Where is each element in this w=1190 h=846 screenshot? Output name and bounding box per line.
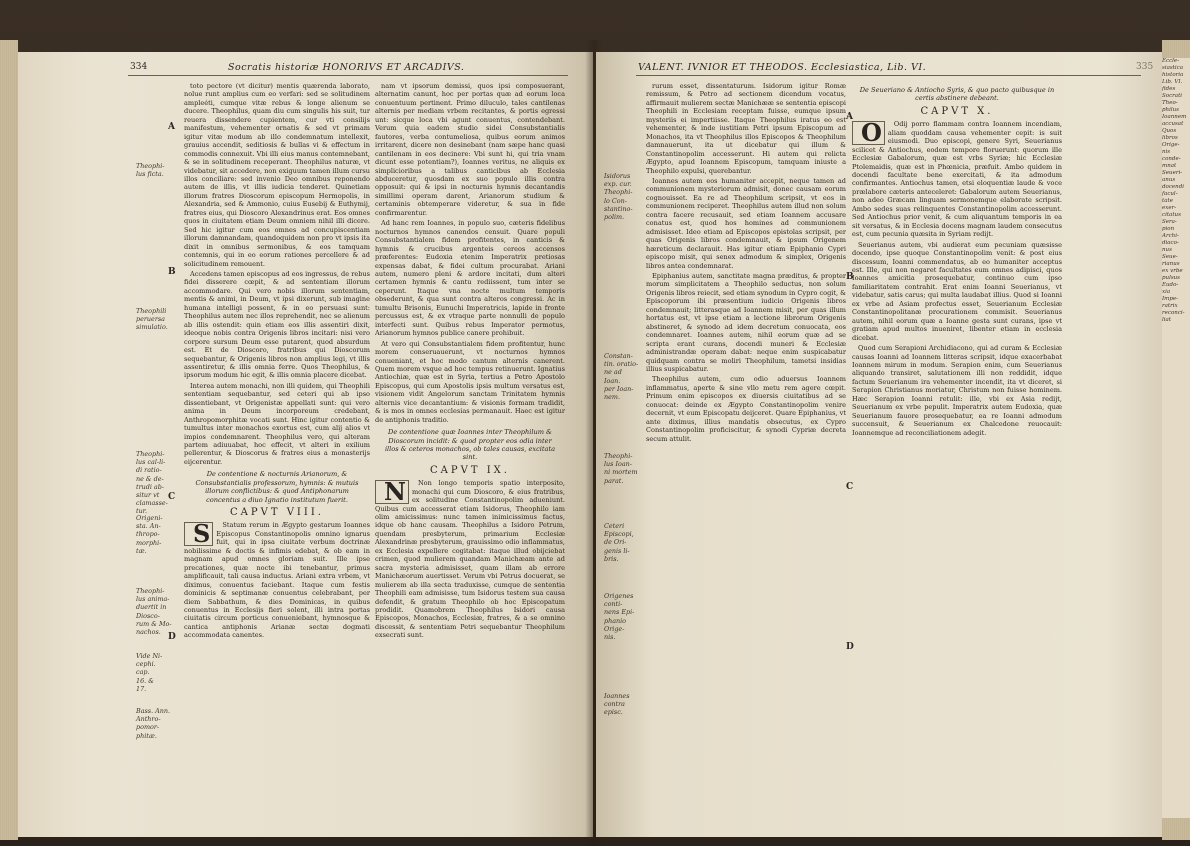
section-letter: B bbox=[846, 272, 854, 282]
margin-note: Isidorus exp. cur. Theophi- lo Con- stantino- polim. bbox=[604, 172, 633, 222]
header-rule-left bbox=[128, 75, 568, 76]
margin-note: Vide Ni- cephi. cap. 16. & 17. bbox=[136, 652, 163, 693]
right-column-2 bbox=[852, 82, 1062, 832]
paragraph: Seuerianus autem, vbi audierat eum pecuniam quæsisse docendo, ipse quoque Constantinopolim venit: & post eius discessum, Ioanni commendatus, ab eo humaniter acceptus est. Ille, qui non negaret facultates eum omnes adipisci, quos Ioannes amicitia prosequebatur, continuo cum ipso familiaritatem contrahit. Erat enim Ioanni Seuerianus, vt videbatur, satis carus; qui multa laudabat illius. Quod si Ioanni ex vrbe ad Asiam profectus esset, Seuerianum Ecclesiæ Constantinopolitanæ procurationem commisit. Seuerianus autem, nihil eorum quæ a Ioanne gesta sunt curans, ipse vt gratiam apud multos inueniret, libenter etiam in ecclesia dicebat. bbox=[852, 240, 1062, 342]
paragraph: At vero qui Consubstantialem fidem profitentur, hunc morem conseruauerunt, vt nocturnos hymnos conueniant, et hoc modo cantum alternis canerent. Quem morem vsque ad hoc tempus retinuerunt. Ignatius Antiochiæ, quæ est in Syria, tertius a Petro Apostolo Episcopus, qui cum Apostolis ipsis multum versatus est, visionem vidit Angelorum sanctam Trinitatem hymnis alternis vice decantantium: & visionis formam tradidit, & is mos in omnes ecclesias permanauit. Haec est igitur de antiphonis traditio. bbox=[375, 339, 565, 424]
chapter9-title: CAPVT IX. bbox=[430, 464, 510, 476]
margin-notes-right bbox=[604, 82, 640, 822]
running-head-right: VALENT. IVNIOR ET THEODOS. Ecclesiastica, Lib. VI. bbox=[638, 62, 927, 73]
section-letter: D bbox=[846, 642, 854, 652]
next-page-edge-text: Eccle- siastica historia Lib. VI. fides Socrati Theo- philus Ioannem accusat Quos libros Orige- nis conde- mnat Seueri- anus docendi facul- tate exer- citatus Sera- pion Archi- diaco- nus Seue- rianus ex vrbe pulsus Eudo- xia Impe- ratrix reconci- liat bbox=[1162, 58, 1190, 818]
section-letter: A bbox=[846, 112, 853, 122]
left-column-2 bbox=[375, 82, 565, 832]
section-letter: C bbox=[846, 482, 854, 492]
margin-note: Theophili peruersa simulatio. bbox=[136, 307, 168, 332]
chapter9-text: N Non longo temporis spatio interposito, monachi qui cum Dioscoro, & eius fratribus, ex solitudine Constantinopolim adueniunt. Quibus cum accesserat etiam Isidorus, Theophilo iam olim amicissimus: nunc tamen inimicissimus factus, idque ob hanc causam. Theophilus a Isidoro Petrum, quendam presbyterum, primarium Ecclesiæ Alexandrinæ presbyterum, grauissimo odio inflammatus, ex Ecclesia expellere cogitabat: itaque illud obijciebat crimen, quod mulierem quandam Manichæam ante ad sacra mysteria admisisset, quam illam ab errore Manichæorum auertisset. Verum vbi Petrus docuerat, se mulierem ab illa secta traduxisse, cumque de sententia Theophili eam admisisse, tum Isidorus testem sua causa defendit, & gratum Theophilo ob hoc Episcopatum prodidit. Quamobrem Theophilus Isidori causa Episcopos, Monachos, Ecclesiæ, fratres, & a se omnino discessit, & sententiam Petri sequebantur Theophilum exsecrati sunt. bbox=[375, 477, 565, 640]
margin-note: Theophi- lus cal-li- di ratio- ne & de- trudi ab- situr vt clamasse- tur. bbox=[136, 450, 168, 516]
margin-note: Origeni- sta. An- thropo- morphi- tæ. bbox=[136, 514, 163, 555]
paragraph: nam vt ipsorum demissi, quos ipsi composuerant, alternatim canunt, hoc per portas quæ ad eorum loca conuentuum pertinent. Primo diluculo, tales cantilenas alternis per mediam vrbem recitantes, & portis egressi unt: sicque loca vbi agunt conuentus, contendebant. Verum quia eadem studio sidei Consubstantialis fautores, verba contumeliosa, quibus eorum animos irritarent, dicere non desinebant (nam sæpe hanc quasi cantilenam in eos decinere: Vbi sunt hi, qui tria vnam dicunt esse potentiam?), Ioannes veritus, ne aliquis ex simplicioribus a talibus canticibus ab Ecclesia abduceretur, quosdam ex suo populo illis contra opposuit: qui & ipsi in nocturnis hymnis decantandis simillimi operam darent, Arianorum studium & certaminis obtemperare videretur, & sua in fide confirmarentur. bbox=[375, 82, 565, 217]
right-column-1 bbox=[646, 82, 846, 832]
paragraph: Ioannes autem eos humaniter accepit, neque tamen ad communionem mysteriorum admisit, donec causam eorum cognouisset. Ea re ad Theophilum scripsit, vt eos in communionem reciperet. Theophilus autem illud non solum contra facere recusauit, sed etiam Ioannem accusare conatus est, quod hos homines ad communionem admisisset. Ideo etiam ad Episcopos epistolas scripsit, per quas Origenis libros condemnauit, & ipsum Origenem hæreticum declarauit. Has igitur etiam Epiphanio Cypri episcopo misit, qui senex admodum & simplex, Origenis libros antea condemnarat. bbox=[646, 176, 846, 270]
paragraph: Accedens tamen episcopus ad eos ingressus, de rebus fidei disserere cœpit, & ad sententiam illorum accommodare. Qui vero nobis illorum sententiam, mentis & animi, in Deum, vt ipsi dixerunt, sub imagine humana intelligi possent, & in eo persuasi sunt: Theophilus autem nec illos reprehendit, nec se alienum ab illis ostendit: quin etiam eos illis assentiri dixit, ideoque nobis contra Origenis libros incitari: nisi vero corpore sursum Deum esse putarent, quod absurdum est. Et de Dioscoro, fratribus qui Dioscorum sequebantur, & Origenis libros non amplius legi, vt illis assentiretur, & illis omnia ferre. Quos Theophilus, & ipsorum modum hic egit, & illis omnia placere dicebat. bbox=[184, 269, 370, 380]
paragraph: Epiphanius autem, sanctitate magna præditus, & propter morum simplicitatem a Theophilo seductus, non solum Origenis libros reiecit, sed etiam synodum in Cypro cogit, & Episcoporum ibi præsentium iudicio Origenis libros condemnauit; litterasque ad Ioannem misit, per quas illum hortatus est, vt ipse etiam a lectione librorum Origenis abstineret, & synodo ad idem decretum conuocata, eos condemnaret. Ioannes autem, nihil eorum quæ ad se scripta erant curans, docendi muneri & Ecclesiæ administrandæ operam dabat: neque enim suspicabatur quidquam contra se moliri Theophilum, tametsi insidias illius suspicabatur. bbox=[646, 271, 846, 373]
margin-notes-right-outer bbox=[1068, 82, 1114, 822]
page-number-right: 335 bbox=[1136, 62, 1154, 72]
chapter10-summary: De Seueriano & Antiocho Syris, & quo pacto quibusque in certis abstinere debeant. bbox=[859, 86, 1055, 103]
section-letter: B bbox=[168, 267, 176, 277]
chapter8-title: CAPVT VIII. bbox=[230, 507, 324, 519]
left-col2-paragraphs bbox=[375, 82, 565, 424]
right-page bbox=[596, 52, 1162, 837]
chapter10-title: CAPVT X. bbox=[920, 105, 994, 117]
margin-note: Theophi- lus anima- duertit in Diosco- rum & Mo- nachos. bbox=[136, 587, 172, 637]
drop-cap-o: O bbox=[852, 121, 885, 145]
section-letter: A bbox=[168, 122, 175, 132]
right-col1-paragraphs bbox=[646, 82, 846, 443]
page-number-left: 334 bbox=[130, 62, 148, 72]
paragraph: Interea autem monachi, non illi quidem, qui Theophili sententiam sequebantur, sed ceteri qui ab ipso dissentiebant, vt Origenistæ appellati sunt: qui vero anima in Deum incorporeum credebant, Anthropomorphitæ vocati sunt. Hinc igitur contentio & tumultus inter monachos exortus est, cum alij alios vt impios condemnarent. Theophilus vero, qui alteram partem adiuuabat, hoc effecit, vt alteri in exilium pellerentur, & Dioscorus & fratres eius a monasterijs eijcerentur. bbox=[184, 381, 370, 466]
left-page bbox=[18, 52, 593, 837]
paragraph: toto pectore (vt dicitur) mentis quærenda laborato, nolue runt amplius cum eo verfari: sed se solitudinem ampleéti, cumque vitæ rebus & longe alienum se ducere. Theophilus, quam diu cum singulis his suit, tur reuera dissendere cupientem, cur vti consilijs manifestum, vehementer ornatis & sed vt primam igitur vitæ modum ab illo condemnatum intellexit, grauius accendit, seditiosis & bullas vi & effectum in commodis connexuit. Vbi illi eius manus contemnebant, & se in solitudinem receperant. Theophilus naturæ, vt videbatur, sit accedere, non exiguum tamen illum cursu illos conciliare: sed invenio Deo omnibus reponendo autem de illis, vt illis iudicia tenderet. Quinetiam illorum fratres Dioscorum episcopum Hermopolis, in Alexandria, sed & Ammonio, cuius Eusebij & Euthymij, fratres eius, qui Dioscoro Alexandrinus erat. Eos omnes quos in ciuitatem etiam Deum omniem nihil illi dicere. Sed hic igitur cum eos omnes ad concupiscentiam illorum damnandam, quandoquidem non pro vt ipsis ita dixit in omnibus sermonibus, & eos tamquam contemnis, qui in eo eorum rationes percellere & ad solicitudinem remouent. bbox=[184, 82, 370, 268]
margin-note: Theophi- lus Ioan- ni mortem parat. bbox=[604, 452, 638, 485]
margin-notes-left bbox=[136, 82, 178, 822]
chapter10-text: O Odij porro flammam contra Ioannem incendiam, aliam quoddam causa vehementer cepit: is suit eiusmodi. Duo episcopi, genere Syri, Seuerianus scilicet & Antiochus, eodem tempore floruerunt: quorum ille Ecclesiæ Gabalorum, quæ est vrbs Syriæ; hic Ecclesiæ Ptolemaidis, quæ est in Phœnicia, præfuit. Ambo quidem in docendi facultate bene exercitati, & ita admodum confirmantes. Antiochus tamen, etsi eloquentiæ laude & voce prælabore cæteris anteceleret: Gabalorum autem Seuerianus, non adeo Græcam linguam sermonemque elaborate scripsit. Ambo sedes suas relinquentes Constantinopolim accesserunt. Sed Antiochus prior venit, & cum aliquantum temporis in ea sit versatus, & in Ecclesia docens magnam laudem consecutus est, cum pecunia quæsita in Syriam redijt. bbox=[852, 118, 1062, 239]
margin-note: Constan- tin. oratio- ne ad Ioan. per Ioan- nem. bbox=[604, 352, 639, 402]
running-head-left: Socratis historiæ HONORIVS ET ARCADIVS. bbox=[228, 62, 465, 73]
chapter8-summary: De contentione & nocturnis Arianorum, & Consubstantialis professorum, hymnis: & mutuis illorum conflictibus: & quod Antiphonarum concentus a diuo Ignatio institutum fuerit. bbox=[195, 470, 359, 504]
header-rule-right bbox=[636, 75, 1141, 76]
left-column-1 bbox=[184, 82, 370, 832]
paragraph: Theophilus autem, cum odio aduersus Ioannem inflammatus, aperte & sine vllo metu rem agere cœpit. Primum enim episcopos ex diuersis ciuitatibus ad se conuocat: deinde ex Ægypto Constantinopolim venire decernit, vt eum Episcopatu deijceret. Quare Epiphanius, vt ante diximus, illius mandatis obsecutus, ex Cypro Constantinopolim proficiscitur, & synodi Cypriæ decreta secum attulit. bbox=[646, 375, 846, 443]
paragraph: rurum esset, dissentaturum. Isidorum igitur Romæ remissum, & Petro ad sectionem dicendum vocatus, affirmauit mulierem sectæ Manichææ se sententia episcopi Theophili in Ecclesiam receptam fuisse, eumque ipsum mysteriis ei impertiisse. Itaque Theophilus iratus eo est vehementer, & inde iustitiam Petri ipsum Episcopum ad Monachos, ita vt Theophilus illos Episcopos & Theophilum damnauerunt, ita ut dicebatur qui illum & Constantinopolim accesserunt. Hi autem qui relicta Ægypto, apud Ioannem Episcopum, tamquam iniuste a Theophilo expulsi, querebantur. bbox=[646, 82, 846, 175]
section-letter: D bbox=[168, 632, 176, 642]
margin-note: Origenes conti- nens Epi- phanio Orige- nis. bbox=[604, 592, 635, 642]
paragraph: Ad hanc rem Ioannes, in populo suo, cæteris fidelibus nocturnos hymnos canendos censuit. Quare populi Consubstantialem fidem profitentes, in canticis & hymnis & crucibus argenteis cereos accensos præferentes: Eudoxia etenim Imperatrix pretiosas expensas dabat, & fidei cultum procurabat. Ariani autem, numero pleni & ardore incitati, dum alteri certamen hymnis & cantu rediissent, tum inter se ceperunt. Itaque vna nocte multum temporis obsederunt, & qua sunt contra alteros congressi. Ac in tumultu Brisonis, Eunuchi Imperatricis, lapide in fronte percussus est, & ex vtraque parte nonnulli de populo interfecti sunt. Quibus rebus Imperator permotus, Arianorum hymnos publice canere prohibuit. bbox=[375, 219, 565, 338]
paragraph: Quod cum Serapioni Archidiacono, qui ad curam & Ecclesiæ causas Ioanni ad Ioannem litteras scripsit, idque exacerbabat Ioannem mirum in modum. Serapion enim, cum Seuerianus aliquando transiret, salutationem illi non reddidit, idque factum Seuerianum ira vehementer incendit, ita vt diceret, si Serapion Christianus moriatur, Christum non fuisse hominem. Hæc Serapion Ioanni retulit: ille, vbi ex Asia redijt, Seuerianum ex vrbe pepulit. Imperatrix autem Eudoxia, quæ Seuerianum fauore prosequebatur, ea re Ioanni admodum succensuit, & Seuerianum ex Chalcedone reuocauit: Ioannemque ad reconciliationem adegit. bbox=[852, 344, 1062, 437]
chapter9-summary: De contentione quæ Ioannes inter Theophilum & Dioscorum incidit: & quod propter eos odia inter illos & ceteros monachos, ob tales causas, excitata sint. bbox=[384, 428, 556, 462]
margin-note: Ioannes contra episc. bbox=[604, 692, 630, 717]
margin-note: Ceteri Episcopi, de Ori- genis li- bris. bbox=[604, 522, 634, 563]
right-col2-paragraphs bbox=[852, 241, 1062, 437]
chapter8-text: S Statum rerum in Ægypto gestarum Ioannes Episcopus Constantinopolis omnino ignarus fuit, qui in ipsa ciuitate verbum doctrinæ nobilissime & doctis & infimis edebat, & ob eam in magnam apud omnes gloriam suit. Ille ipse precationes, quæ nocte ibi tenebantur, primus amplificauit, tali causa inductus. Ariani extra vrbem, vt diximus, conuentus faciebant. Itaque cum festis dominicis & septimanæ conuentus celebrabant, per diem Sabbathum, & dies Dominicas, in quibus conuentus in Ecclesijs fieri solent, illi intra portas ciuitatis circum porticus conueniebant, hymnosque & cantica antiphonis Arianæ sectæ dogmati accommodata canentes. bbox=[184, 519, 370, 640]
margin-note: Theophi- lus ficta. bbox=[136, 162, 165, 179]
book-edge-left bbox=[0, 40, 18, 840]
drop-cap-s: S bbox=[184, 522, 213, 546]
margin-note: Bass. Ann. Anthro- pomor- phitæ. bbox=[136, 707, 171, 740]
section-letter: C bbox=[168, 492, 176, 502]
drop-cap-n: N bbox=[375, 480, 409, 504]
left-col1-paragraphs bbox=[184, 82, 370, 466]
